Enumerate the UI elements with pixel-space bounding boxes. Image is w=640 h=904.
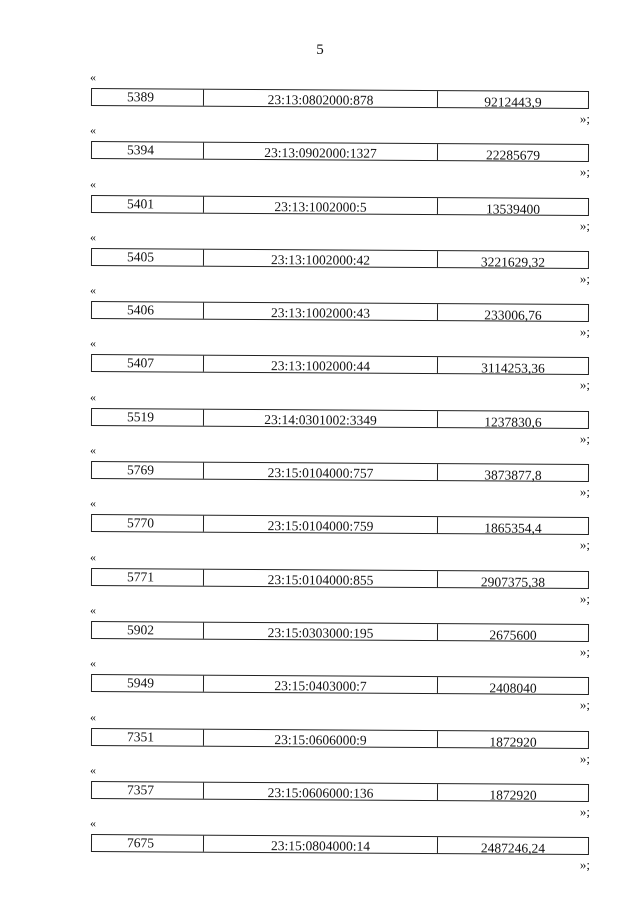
closing-quote: »; — [579, 803, 590, 819]
opening-quote: « — [90, 656, 96, 671]
cadastral-number-cell: 23:15:0606000:9 — [204, 729, 438, 746]
cadastral-value-cell: 3221629,32 — [480, 254, 546, 270]
cadastral-number-cell: 23:15:0303000:195 — [204, 623, 438, 640]
row-number-cell: 5519 — [92, 409, 204, 426]
table-row — [91, 141, 589, 162]
cadastral-number-cell: 23:13:1002000:43 — [204, 303, 438, 320]
cadastral-number-cell: 23:13:1002000:42 — [204, 250, 438, 267]
cadastral-value-cell: 1237830,6 — [484, 414, 542, 430]
row-number-cell: 7357 — [92, 782, 204, 799]
row-number-cell: 5401 — [92, 196, 204, 213]
cadastral-number-cell: 23:13:1002000:5 — [204, 196, 438, 213]
table-row — [91, 781, 589, 802]
table-row — [91, 621, 589, 642]
row-number-cell: 5949 — [92, 675, 204, 692]
cadastral-value-cell: 2675600 — [489, 627, 537, 643]
table-entry — [87, 283, 592, 340]
table-entry — [87, 443, 592, 500]
cadastral-value-cell: 1872920 — [489, 787, 537, 803]
opening-quote: « — [90, 709, 96, 724]
opening-quote: « — [90, 816, 96, 831]
row-number-cell: 7675 — [92, 835, 204, 852]
cadastral-value-cell: 3114253,36 — [481, 360, 545, 377]
cadastral-value-cell: 2907375,38 — [480, 574, 546, 590]
cadastral-number-cell: 23:15:0104000:757 — [204, 463, 438, 480]
opening-quote: « — [90, 123, 96, 138]
closing-quote: »; — [579, 484, 590, 500]
row-number-cell: 5394 — [92, 142, 204, 159]
closing-quote: »; — [579, 217, 590, 233]
row-number-cell: 5389 — [92, 89, 204, 106]
cadastral-value-cell: 1872920 — [489, 733, 537, 750]
closing-quote: »; — [579, 111, 590, 126]
table-row — [91, 461, 589, 482]
table-row — [91, 195, 589, 216]
cadastral-number-cell: 23:15:0104000:759 — [204, 516, 438, 533]
page-number: 5 — [316, 42, 324, 58]
table-entry — [87, 656, 592, 713]
closing-quote: »; — [579, 697, 590, 713]
row-number-cell: 5405 — [92, 249, 204, 266]
table-entry — [87, 123, 592, 180]
cadastral-value-cell: 2408040 — [489, 680, 537, 696]
cadastral-value-cell: 9212443,9 — [484, 94, 542, 110]
cadastral-value-cell: 2487246,24 — [480, 840, 546, 856]
closing-quote: »; — [579, 643, 590, 659]
closing-quote: »; — [579, 164, 590, 180]
cadastral-value-cell: 1865354,4 — [484, 520, 542, 537]
opening-quote: « — [90, 496, 96, 511]
cadastral-value-cell: 13539400 — [485, 201, 541, 217]
table-row — [91, 568, 589, 589]
closing-quote: »; — [579, 270, 590, 286]
cadastral-number-cell: 23:13:0802000:878 — [204, 90, 438, 107]
cadastral-number-cell: 23:15:0104000:855 — [204, 569, 438, 586]
cadastral-number-cell: 23:15:0804000:14 — [204, 836, 438, 853]
cadastral-number-cell: 23:15:0403000:7 — [204, 676, 438, 693]
table-row — [91, 248, 589, 269]
table-entry — [87, 70, 592, 126]
opening-quote: « — [90, 70, 96, 84]
table-entry — [87, 176, 592, 233]
table-row — [91, 301, 589, 322]
opening-quote: « — [90, 176, 96, 191]
table-row — [91, 514, 589, 535]
row-number-cell: 7351 — [92, 729, 204, 746]
table-entry — [87, 229, 592, 286]
table-row — [91, 834, 589, 855]
table-row — [91, 674, 589, 695]
table-row — [91, 354, 589, 375]
opening-quote: « — [90, 443, 96, 458]
row-number-cell: 5770 — [92, 515, 204, 532]
cadastral-value-cell: 3873877,8 — [484, 467, 542, 483]
table-entry — [87, 709, 592, 766]
opening-quote: « — [90, 602, 96, 617]
table-entry — [87, 389, 592, 446]
table-entry — [87, 336, 592, 393]
row-number-cell: 5902 — [92, 622, 204, 639]
closing-quote: »; — [579, 377, 590, 393]
opening-quote: « — [90, 389, 96, 404]
row-number-cell: 5771 — [92, 569, 204, 586]
table-entry — [87, 762, 592, 819]
cadastral-number-cell: 23:14:0301002:3349 — [204, 409, 438, 426]
closing-quote: »; — [579, 590, 590, 606]
table-row — [91, 728, 589, 749]
table-entry — [87, 496, 592, 553]
opening-quote: « — [90, 549, 96, 564]
opening-quote: « — [90, 762, 96, 777]
row-number-cell: 5406 — [92, 302, 204, 319]
opening-quote: « — [90, 336, 96, 351]
table-entry — [87, 549, 592, 606]
table-row — [91, 408, 589, 429]
table-entry — [87, 602, 592, 659]
amendment-entries — [87, 70, 592, 873]
closing-quote: »; — [579, 750, 590, 766]
cadastral-number-cell: 23:15:0606000:136 — [204, 783, 438, 800]
row-number-cell: 5769 — [92, 462, 204, 479]
opening-quote: « — [90, 283, 96, 298]
closing-quote: »; — [579, 324, 590, 340]
table-row — [91, 88, 589, 109]
cadastral-number-cell: 23:13:0902000:1327 — [204, 143, 438, 160]
closing-quote: »; — [579, 857, 590, 873]
cadastral-value-cell: 233006,76 — [484, 307, 542, 323]
table-entry — [87, 816, 592, 873]
cadastral-number-cell: 23:13:1002000:44 — [204, 356, 438, 373]
closing-quote: »; — [579, 430, 590, 446]
row-number-cell: 5407 — [92, 355, 204, 372]
opening-quote: « — [90, 229, 96, 244]
cadastral-value-cell: 22285679 — [485, 147, 541, 164]
closing-quote: »; — [579, 537, 590, 553]
